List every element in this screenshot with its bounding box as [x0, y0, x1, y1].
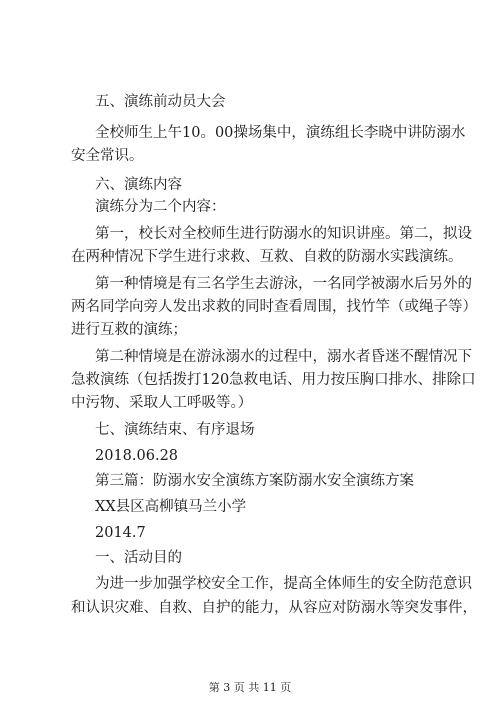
paragraph-line: 急救演练（包括拨打120急救电话、用力按压胸口排水、排除口	[71, 372, 476, 388]
heading-1: 一、活动目的	[95, 550, 182, 566]
paragraph-line: 中污物、采取人工呼吸等。）	[71, 395, 253, 411]
paragraph-line: 和认识灾难、自救、自护的能力，从容应对防溺水等突发事件，	[71, 600, 477, 616]
paragraph-line: 第一种情境是有三名学生去游泳，一名同学被溺水后另外的	[95, 276, 472, 292]
heading-5: 五、演练前动员大会	[95, 94, 226, 110]
paragraph-line: 进行互救的演练；	[71, 322, 187, 338]
heading-7: 七、演练结束、有序退场	[95, 422, 255, 438]
page-number-footer: 第 3 页 共 11 页	[208, 681, 292, 694]
section-title: 第三篇：防溺水安全演练方案防溺水安全演练方案	[95, 473, 414, 489]
date-line: 2018.06.28	[95, 448, 179, 464]
paragraph-line: 安全常识。	[71, 148, 144, 164]
date-line: 2014.7	[95, 525, 146, 541]
paragraph-line: 第二种情境是在游泳溺水的过程中，溺水者昏迷不醒情况下	[95, 349, 472, 365]
school-name: XX县区高柳镇马兰小学	[95, 499, 247, 515]
paragraph-line: 为进一步加强学校安全工作，提高全体师生的安全防范意识	[95, 576, 472, 592]
paragraph-line: 在两种情况下学生进行求救、互救、自救的防溺水实践演练。	[71, 249, 463, 265]
paragraph-line: 第一，校长对全校师生进行防溺水的知识讲座。第二，拟设	[95, 226, 472, 242]
heading-6: 六、演练内容	[95, 177, 182, 193]
paragraph-line: 全校师生上午10。00操场集中，演练组长李晓中讲防溺水	[95, 125, 466, 141]
paragraph-line: 两名同学向旁人发出求救的同时查看周围，找竹竿（或绳子等）	[71, 299, 477, 315]
paragraph-line: 演练分为二个内容：	[95, 199, 226, 215]
